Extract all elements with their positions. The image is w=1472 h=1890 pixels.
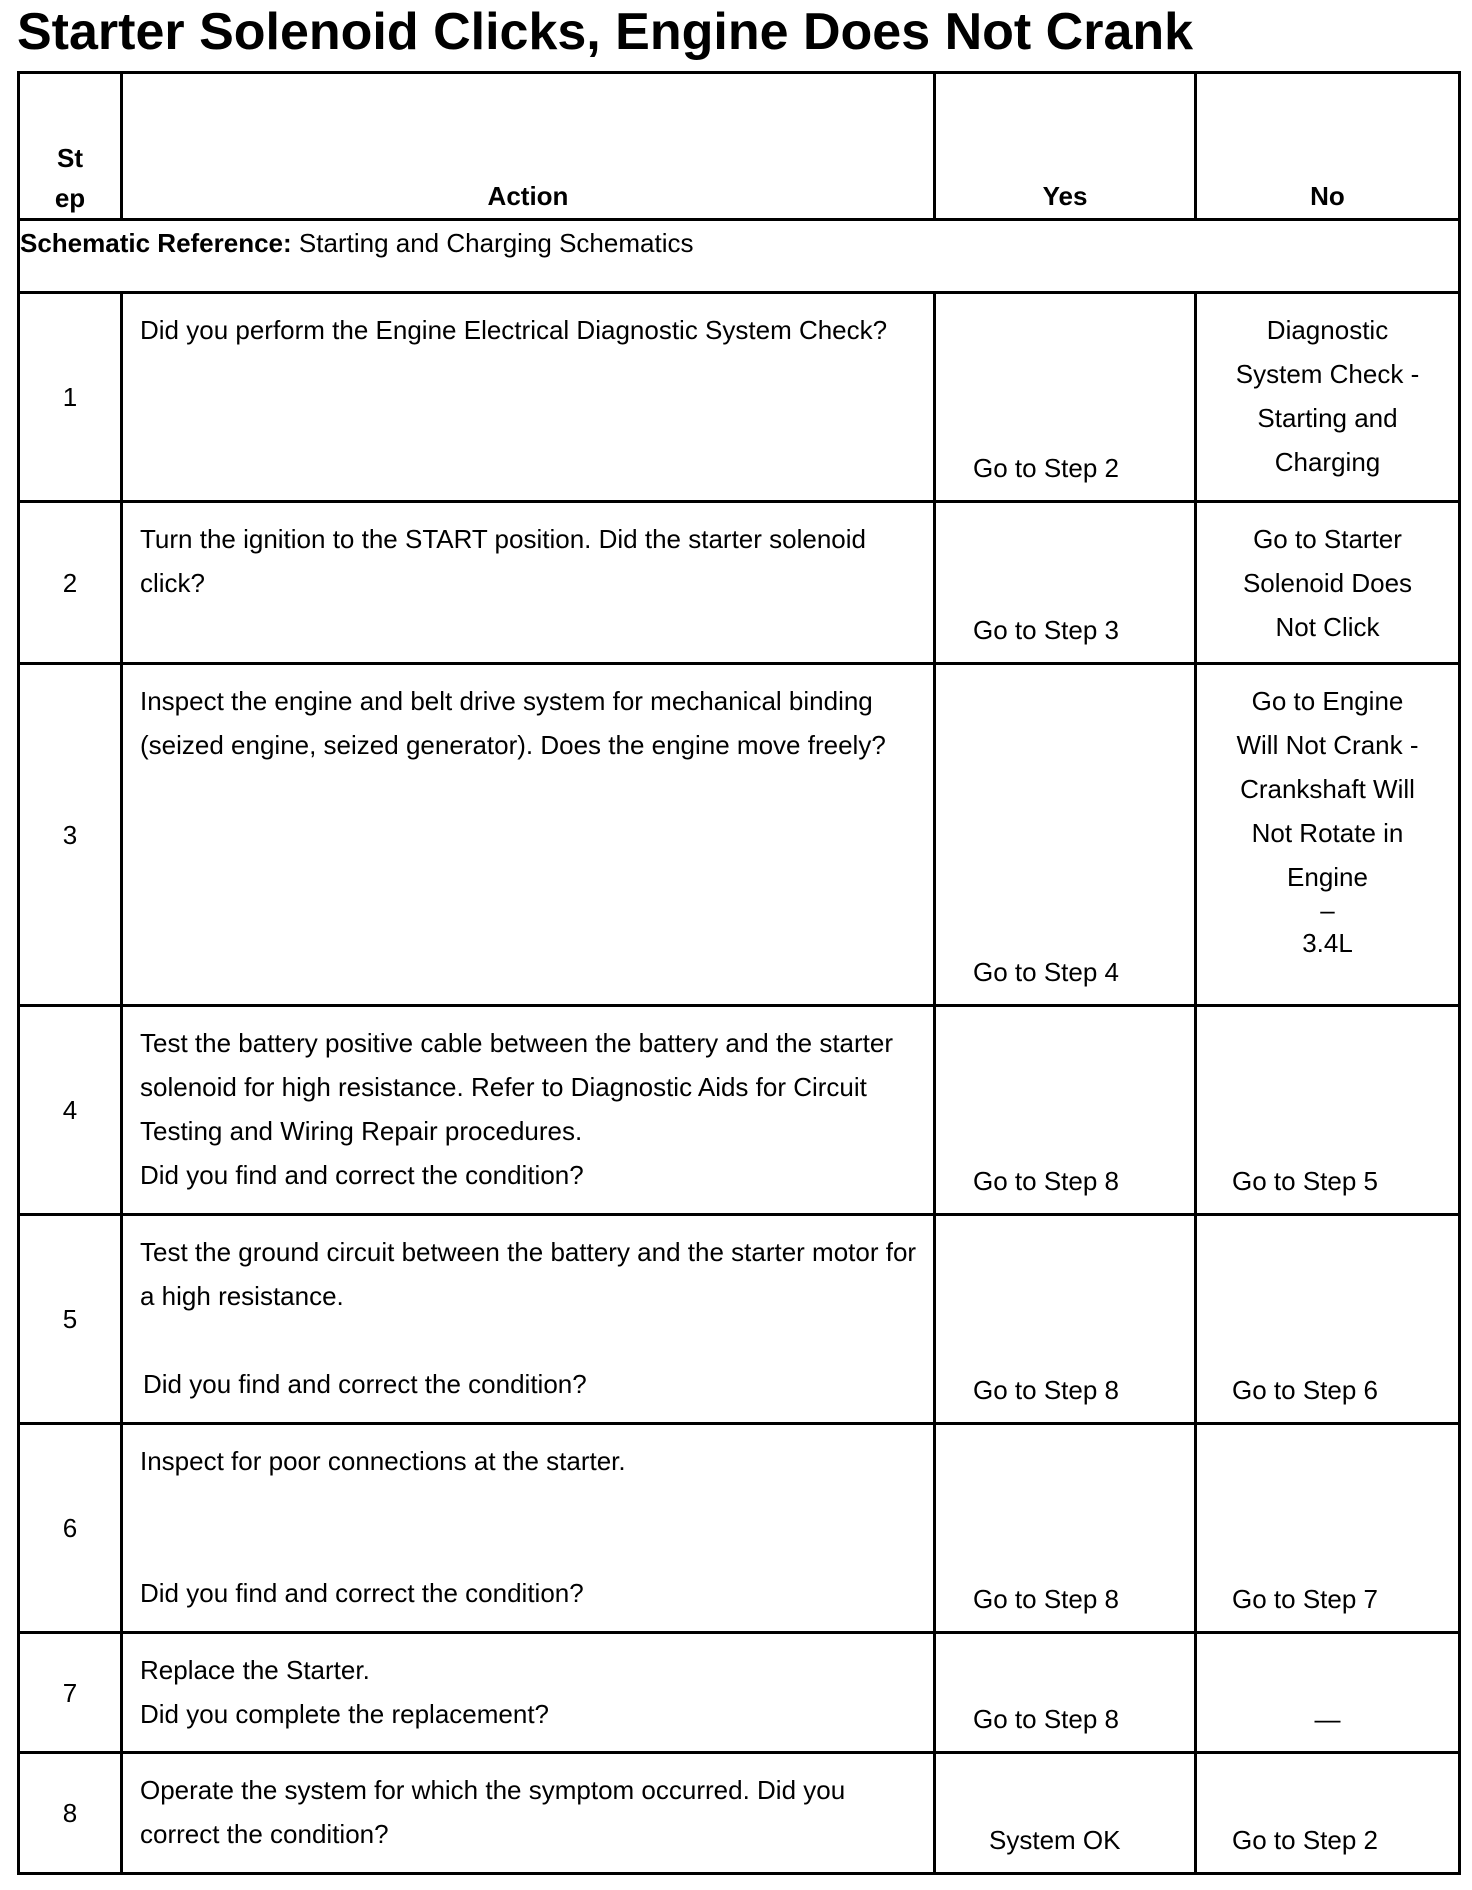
table-row bbox=[19, 1753, 1460, 1874]
yes-result: Go to Step 8 bbox=[935, 1215, 1196, 1424]
table-row bbox=[19, 1633, 1460, 1753]
yes-result: Go to Step 4 bbox=[935, 664, 1196, 1006]
no-line: Not Click bbox=[1275, 612, 1380, 642]
no-line: Not Rotate in bbox=[1251, 818, 1404, 848]
table-row bbox=[19, 1424, 1460, 1633]
step-number: 3 bbox=[19, 664, 122, 1006]
action-text: Inspect the engine and belt drive system for mechanical binding (seized engine, seized generator). Does the engine move freely? bbox=[122, 664, 935, 1006]
header-row bbox=[19, 73, 1460, 220]
diagnostic-table bbox=[17, 71, 1461, 1875]
header-yes: Yes bbox=[935, 73, 1196, 220]
schematic-label: Schematic Reference: bbox=[20, 228, 292, 258]
yes-result: Go to Step 3 bbox=[935, 502, 1196, 664]
schematic-value: Starting and Charging Schematics bbox=[298, 228, 694, 258]
table-row bbox=[19, 1215, 1460, 1424]
table-row bbox=[19, 1006, 1460, 1215]
action-text: Operate the system for which the symptom occurred. Did you correct the condition? bbox=[122, 1753, 935, 1874]
no-result bbox=[1196, 293, 1460, 502]
header-step: St ep bbox=[19, 73, 122, 220]
no-line: Charging bbox=[1274, 447, 1381, 477]
schematic-row bbox=[19, 220, 1460, 293]
no-line: Starting and bbox=[1257, 403, 1398, 433]
no-result: Go to Step 2 bbox=[1196, 1753, 1460, 1874]
no-result: Go to Step 6 bbox=[1196, 1215, 1460, 1424]
no-line: Go to Starter bbox=[1253, 524, 1402, 554]
no-line: Crankshaft Will bbox=[1240, 774, 1415, 804]
no-line: Engine bbox=[1287, 862, 1368, 892]
no-line: Go to Engine bbox=[1251, 686, 1404, 716]
action-text bbox=[122, 1006, 935, 1215]
action-line: Did you find and correct the condition? bbox=[143, 1369, 587, 1399]
no-result bbox=[1196, 664, 1460, 1006]
action-line: Did you complete the replacement? bbox=[140, 1699, 550, 1729]
action-line: Inspect for poor connections at the starter. bbox=[140, 1446, 626, 1476]
step-number: 8 bbox=[19, 1753, 122, 1874]
no-line: Solenoid Does bbox=[1242, 568, 1413, 598]
yes-result: System OK bbox=[935, 1753, 1196, 1874]
yes-result: Go to Step 8 bbox=[935, 1633, 1196, 1753]
no-result bbox=[1196, 502, 1460, 664]
table-row bbox=[19, 293, 1460, 502]
step-number: 7 bbox=[19, 1633, 122, 1753]
step-number: 6 bbox=[19, 1424, 122, 1633]
step-number: 5 bbox=[19, 1215, 122, 1424]
action-line: Replace the Starter. bbox=[140, 1655, 370, 1685]
page-title: Starter Solenoid Clicks, Engine Does Not Crank bbox=[17, 3, 1194, 61]
action-text: Did you perform the Engine Electrical Diagnostic System Check? bbox=[122, 293, 935, 502]
schematic-reference bbox=[19, 220, 1460, 293]
no-line: Diagnostic bbox=[1266, 315, 1389, 345]
action-text: Turn the ignition to the START position. Did the starter solenoid click? bbox=[122, 502, 935, 664]
action-line: Did you find and correct the condition? bbox=[140, 1578, 584, 1608]
yes-result: Go to Step 8 bbox=[935, 1424, 1196, 1633]
step-number: 2 bbox=[19, 502, 122, 664]
header-no: No bbox=[1196, 73, 1460, 220]
no-line: System Check - bbox=[1235, 359, 1420, 389]
action-line: Test the ground circuit between the battery and the starter motor for a high resistance. bbox=[140, 1237, 917, 1311]
action-text bbox=[122, 1424, 935, 1633]
table-row bbox=[19, 502, 1460, 664]
no-result: Go to Step 7 bbox=[1196, 1424, 1460, 1633]
action-text bbox=[122, 1633, 935, 1753]
action-line: Did you find and correct the condition? bbox=[140, 1160, 584, 1190]
no-result: — bbox=[1196, 1633, 1460, 1753]
action-text bbox=[122, 1215, 935, 1424]
step-number: 4 bbox=[19, 1006, 122, 1215]
no-line: Will Not Crank - bbox=[1236, 730, 1419, 760]
no-line: – bbox=[1320, 895, 1335, 925]
no-result: Go to Step 5 bbox=[1196, 1006, 1460, 1215]
yes-result: Go to Step 2 bbox=[935, 293, 1196, 502]
action-line: Test the battery positive cable between the battery and the starter solenoid for high resistance. Refer to Diagnostic Aids for Circuit Testing and Wiring Repair procedures. bbox=[140, 1028, 893, 1146]
table-row bbox=[19, 664, 1460, 1006]
no-line: 3.4L bbox=[1302, 928, 1353, 958]
yes-result: Go to Step 8 bbox=[935, 1006, 1196, 1215]
step-number: 1 bbox=[19, 293, 122, 502]
header-action: Action bbox=[122, 73, 935, 220]
